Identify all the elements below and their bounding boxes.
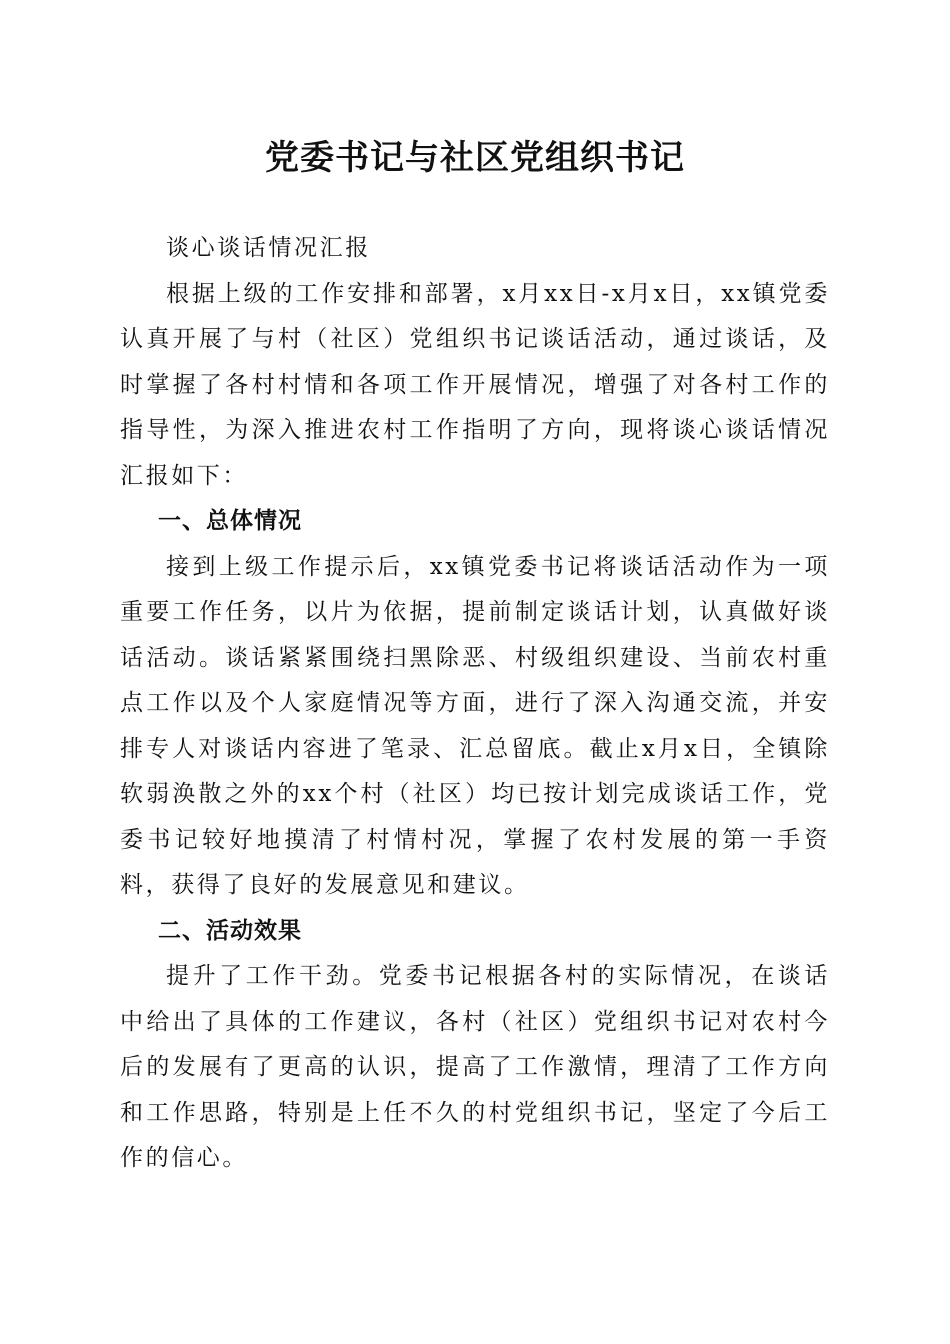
intro-paragraph: 根据上级的工作安排和部署，x月xx日-x月x日，xx镇党委认真开展了与村（社区）党组织书记谈话活动，通过谈话，及时掌握了各村村情和各项工作开展情况，增强了对各村工作的指导性，为深入推进农村工作指明了方向，现将谈心谈话情况汇报如下： (120, 280, 830, 489)
section-heading-results: 二、活动效果 (158, 917, 302, 944)
document-title: 党委书记与社区党组织书记 (265, 138, 685, 178)
document-body (120, 226, 830, 1182)
section-paragraph-results: 提升了工作干劲。党委书记根据各村的实际情况，在谈话中给出了具体的工作建议，各村（社区）党组织书记对农村今后的发展有了更高的认识，提高了工作激情，理清了工作方向和工作思路，特别是上任不久的村党组织书记，坚定了今后工作的信心。 (120, 963, 830, 1171)
section-heading-overview: 一、总体情况 (158, 508, 302, 534)
section-paragraph-overview: 接到上级工作提示后，xx镇党委书记将谈话活动作为一项重要工作任务，以片为依据，提前制定谈话计划，认真做好谈话活动。谈话紧紧围绕扫黑除恶、村级组织建设、当前农村重点工作以及个人家庭情况等方面，进行了深入沟通交流，并安排专人对谈话内容进了笔录、汇总留底。截止x月x日，全镇除软弱涣散之外的xx个村（社区）均已按计划完成谈话工作，党委书记较好地摸清了村情村况，掌握了农村发展的第一手资料，获得了良好的发展意见和建议。 (120, 553, 830, 898)
document-subtitle: 谈心谈话情况汇报 (166, 235, 371, 261)
